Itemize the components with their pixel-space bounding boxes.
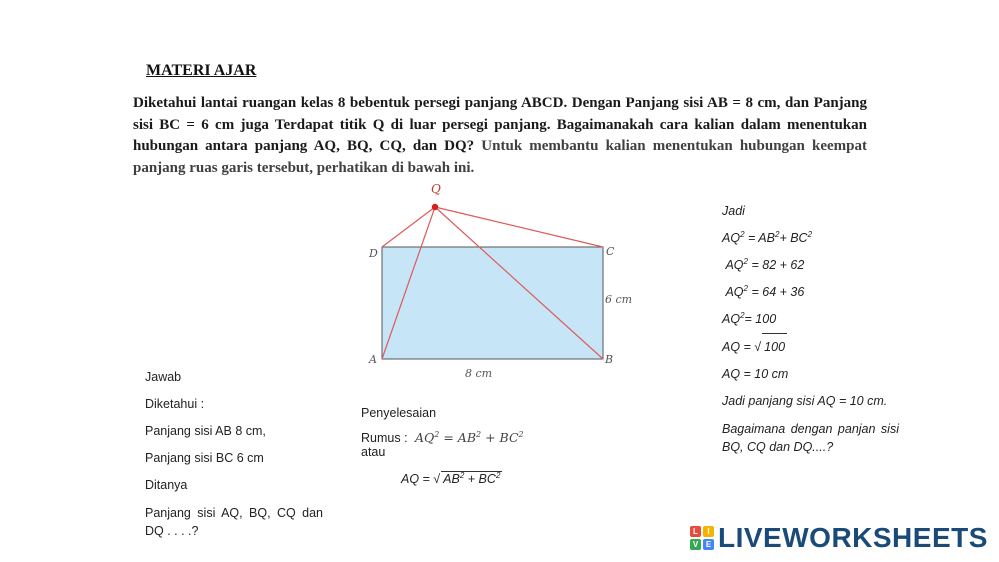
atau-label: atau bbox=[361, 445, 386, 459]
logo-icon: L I V E bbox=[690, 526, 714, 550]
intro-tail: Untuk membantu kalian menentukan hubungan keempat panjang ruas garis tersebut, perhatikan di bawah ini. bbox=[133, 138, 867, 176]
label-a: A bbox=[369, 353, 377, 366]
label-b: B bbox=[605, 353, 614, 366]
label-d: D bbox=[369, 247, 378, 260]
solution-column bbox=[361, 406, 524, 486]
calc-step-3-value: = 64 + 36 bbox=[748, 285, 805, 299]
calc-step-3: $AQ^2 = 64 + 36$ bbox=[722, 283, 805, 299]
jawab-label: Jawab bbox=[145, 370, 182, 384]
liveworksheets-logo bbox=[690, 522, 988, 554]
point-q bbox=[432, 204, 438, 210]
asked-question: Panjang sisi AQ, BQ, CQ dan DQ . . . .? bbox=[145, 506, 323, 538]
logo-text: LIVEWORKSHEETS bbox=[718, 522, 988, 553]
rumus-formula: $AQ^2 = AB^2 + BC^2$ bbox=[411, 429, 524, 445]
calc-step-6: AQ = 10 cm bbox=[722, 367, 789, 381]
ditanya-label: Ditanya bbox=[145, 478, 188, 492]
label-q: Q bbox=[431, 182, 441, 196]
segment-qd bbox=[382, 207, 435, 247]
sqrt-formula: AQ = √ $AB^2 + BC^2$ bbox=[401, 470, 501, 486]
segment-qc bbox=[435, 207, 603, 247]
label-side-ab: 8 cm bbox=[465, 367, 493, 380]
calc-step-4: $AQ^2= 100$ bbox=[722, 310, 777, 326]
calc-step-5: AQ = √ 100 bbox=[722, 333, 899, 361]
known-bc: Panjang sisi BC 6 cm bbox=[145, 451, 264, 465]
intro-paragraph bbox=[133, 93, 867, 179]
penyelesaian-label: Penyelesaian bbox=[361, 406, 437, 420]
calc-step-2-value: = 82 + 62 bbox=[748, 258, 805, 272]
jadi-label: Jadi bbox=[722, 204, 745, 218]
calculation-column bbox=[722, 198, 899, 456]
rectangle-diagram bbox=[355, 178, 645, 383]
page-title: MATERI AJAR bbox=[146, 62, 257, 79]
diketahui-label: Diketahui : bbox=[145, 397, 205, 411]
calc-step-1: $AQ^2 = AB^2+ BC^2$ bbox=[722, 229, 813, 245]
label-c: C bbox=[606, 245, 615, 258]
conclusion-text: Jadi panjang sisi AQ = 10 cm. bbox=[722, 394, 888, 408]
calc-step-2: $AQ^2 = 82 + 62$ bbox=[722, 256, 805, 272]
answer-known-column bbox=[145, 364, 323, 540]
rumus-label: Rumus : bbox=[361, 431, 408, 445]
known-ab: Panjang sisi AB 8 cm, bbox=[145, 424, 266, 438]
calc-step-4-value: = 100 bbox=[744, 312, 777, 326]
followup-question: Bagaimana dengan panjan sisi BQ, CQ dan DQ....? bbox=[722, 422, 899, 454]
rumus-row bbox=[361, 430, 524, 445]
intro-bold: Diketahui lantai ruangan kelas 8 bebentuk persegi panjang ABCD. Dengan Panjang sisi AB = 8 cm, dan Panjang sisi BC = 6 cm juga Terdapat titik Q di luar persegi panjang. Bagaimanakah cara kalian dalam menentukan hubungan antara panjang AQ, BQ, CQ, dan DQ? bbox=[133, 95, 867, 154]
label-side-bc: 6 cm bbox=[605, 293, 633, 306]
